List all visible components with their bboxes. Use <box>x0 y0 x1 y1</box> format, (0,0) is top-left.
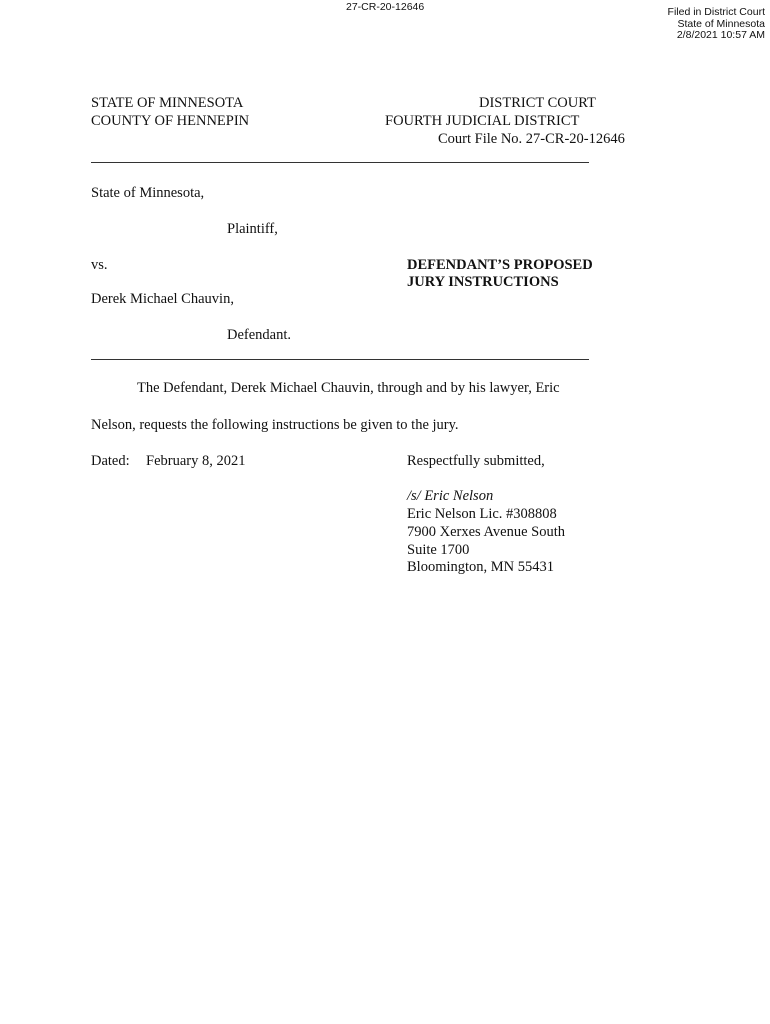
caption-county: COUNTY OF HENNEPIN <box>91 113 250 129</box>
filing-stamp <box>668 7 765 42</box>
caption-court: DISTRICT COURT <box>479 95 596 111</box>
case-number-header: 27-CR-20-12646 <box>346 1 425 13</box>
document-title-line2: JURY INSTRUCTIONS <box>407 274 559 290</box>
versus: vs. <box>91 257 108 273</box>
caption-top-rule <box>91 162 589 163</box>
document-title-line1: DEFENDANT’S PROPOSED <box>407 257 593 273</box>
dated-value: February 8, 2021 <box>146 453 246 469</box>
caption-file-number: Court File No. 27-CR-20-12646 <box>438 131 625 147</box>
defendant-role: Defendant. <box>227 327 292 343</box>
caption-bottom-rule <box>91 359 589 360</box>
electronic-signature: /s/ Eric Nelson <box>407 488 494 504</box>
filing-stamp-line2: State of Minnesota <box>677 17 765 30</box>
attorney-address-line2: Suite 1700 <box>407 542 470 558</box>
caption-district: FOURTH JUDICIAL DISTRICT <box>385 113 580 129</box>
dated-label: Dated: <box>91 453 130 469</box>
body-paragraph-line2: Nelson, requests the following instructions be given to the jury. <box>91 417 459 433</box>
plaintiff-role: Plaintiff, <box>227 221 278 237</box>
closing-text: Respectfully submitted, <box>407 453 545 469</box>
caption-state: STATE OF MINNESOTA <box>91 95 244 111</box>
attorney-name-license: Eric Nelson Lic. #308808 <box>407 506 557 522</box>
body-paragraph-line1: The Defendant, Derek Michael Chauvin, through and by his lawyer, Eric <box>137 380 560 396</box>
attorney-address-line1: 7900 Xerxes Avenue South <box>407 524 565 540</box>
plaintiff-name: State of Minnesota, <box>91 185 205 201</box>
defendant-name: Derek Michael Chauvin, <box>91 291 234 307</box>
filing-stamp-line3: 2/8/2021 10:57 AM <box>676 29 765 41</box>
filing-stamp-line1: Filed in District Court <box>667 6 765 18</box>
attorney-city: Bloomington, MN 55431 <box>407 559 555 575</box>
